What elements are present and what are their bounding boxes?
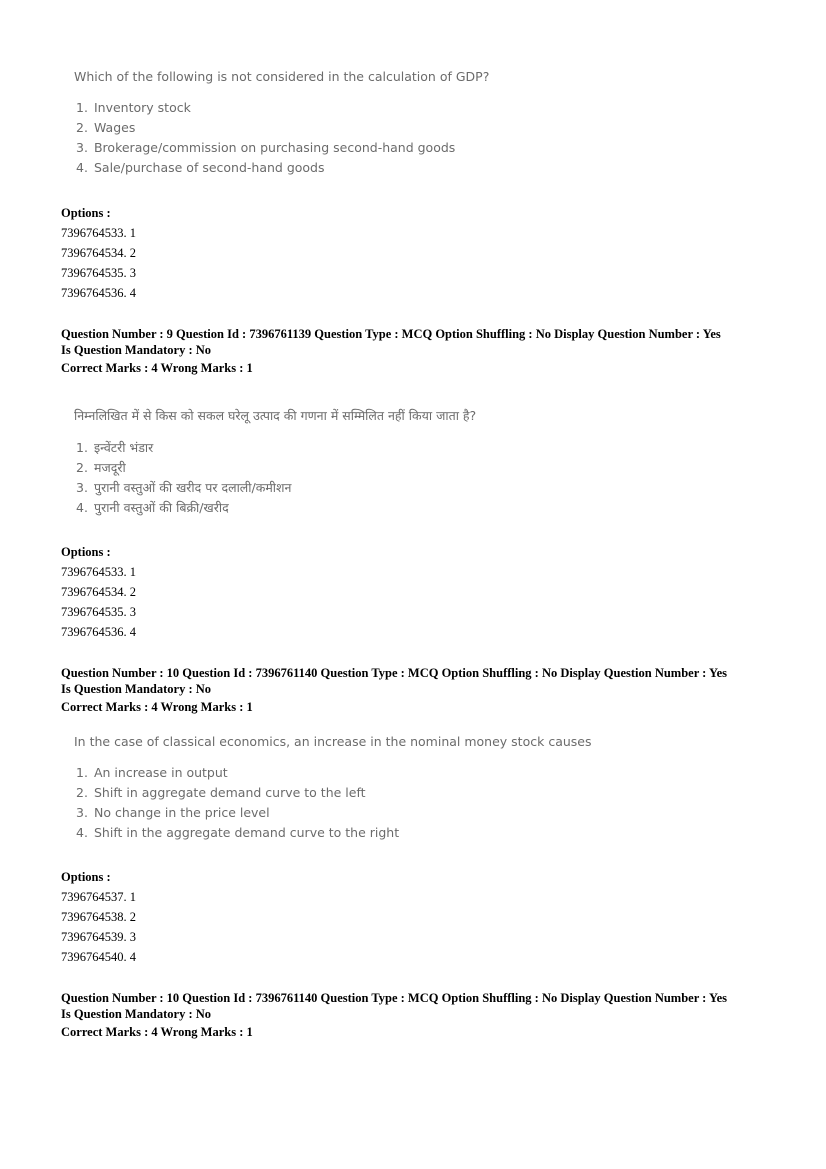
answer-list: [74, 763, 592, 843]
option-row: 7396764533. 1: [61, 565, 136, 579]
answer-item: 4. पुरानी वस्तुओं की बिक्री/खरीद: [76, 500, 229, 515]
answer-item: 2. मजदूरी: [76, 460, 126, 475]
answer-item: 4. Sale/purchase of second-hand goods: [76, 160, 325, 175]
option-row: 7396764536. 4: [61, 286, 136, 300]
question-marks: Correct Marks : 4 Wrong Marks : 1: [61, 1025, 253, 1039]
option-row: 7396764535. 3: [61, 605, 136, 619]
option-row: 7396764533. 1: [61, 226, 136, 240]
question-meta-line: Question Number : 10 Question Id : 7396761140 Question Type : MCQ Option Shuffling : No Display Question Number : Yes: [61, 666, 728, 680]
question-meta: [61, 665, 727, 715]
options-heading: Options :: [61, 870, 111, 884]
option-row: 7396764539. 3: [61, 930, 136, 944]
answer-item: 2. Shift in aggregate demand curve to the left: [76, 785, 366, 800]
question-stem: In the case of classical economics, an increase in the nominal money stock causes: [74, 734, 592, 749]
question-meta-line: Question Number : 9 Question Id : 7396761139 Question Type : MCQ Option Shuffling : No Display Question Number : Yes: [61, 327, 721, 341]
option-row: 7396764536. 4: [61, 625, 136, 639]
question-stem: Which of the following is not considered in the calculation of GDP?: [74, 69, 490, 84]
answer-item: 3. Brokerage/commission on purchasing second-hand goods: [76, 140, 456, 155]
option-row: 7396764535. 3: [61, 266, 136, 280]
question-image-hindi-gdp: [74, 407, 476, 518]
options-heading: Options :: [61, 206, 111, 220]
question-image-english-gdp: [74, 69, 489, 178]
options-heading: Options :: [61, 545, 111, 559]
question-mandatory: Is Question Mandatory : No: [61, 343, 212, 357]
answer-list: [74, 438, 476, 518]
answer-item: 3. पुरानी वस्तुओं की खरीद पर दलाली/कमीशन: [76, 480, 292, 495]
options-list: [61, 204, 136, 303]
answer-item: 4. Shift in the aggregate demand curve to the right: [76, 825, 400, 840]
question-marks: Correct Marks : 4 Wrong Marks : 1: [61, 700, 253, 714]
answer-item: 3. No change in the price level: [76, 805, 270, 820]
option-row: 7396764534. 2: [61, 585, 136, 599]
question-image-english-money: [74, 734, 592, 843]
answer-item: 1. Inventory stock: [76, 100, 191, 115]
answer-item: 2. Wages: [76, 120, 136, 135]
question-meta-line: Question Number : 10 Question Id : 7396761140 Question Type : MCQ Option Shuffling : No Display Question Number : Yes: [61, 991, 728, 1005]
options-list: [61, 868, 136, 967]
answer-list: [74, 98, 489, 178]
answer-item: 1. An increase in output: [76, 765, 228, 780]
answer-item: 1. इन्वेंटरी भंडार: [76, 440, 154, 455]
option-row: 7396764540. 4: [61, 950, 136, 964]
option-row: 7396764537. 1: [61, 890, 136, 904]
question-meta: [61, 326, 721, 376]
option-row: 7396764534. 2: [61, 246, 136, 260]
question-mandatory: Is Question Mandatory : No: [61, 682, 212, 696]
question-stem: निम्नलिखित में से किस को सकल घरेलू उत्पाद की गणना में सम्मिलित नहीं किया जाता है?: [74, 408, 477, 423]
option-row: 7396764538. 2: [61, 910, 136, 924]
question-marks: Correct Marks : 4 Wrong Marks : 1: [61, 361, 253, 375]
question-mandatory: Is Question Mandatory : No: [61, 1007, 212, 1021]
options-list: [61, 543, 136, 642]
question-meta: [61, 990, 727, 1040]
